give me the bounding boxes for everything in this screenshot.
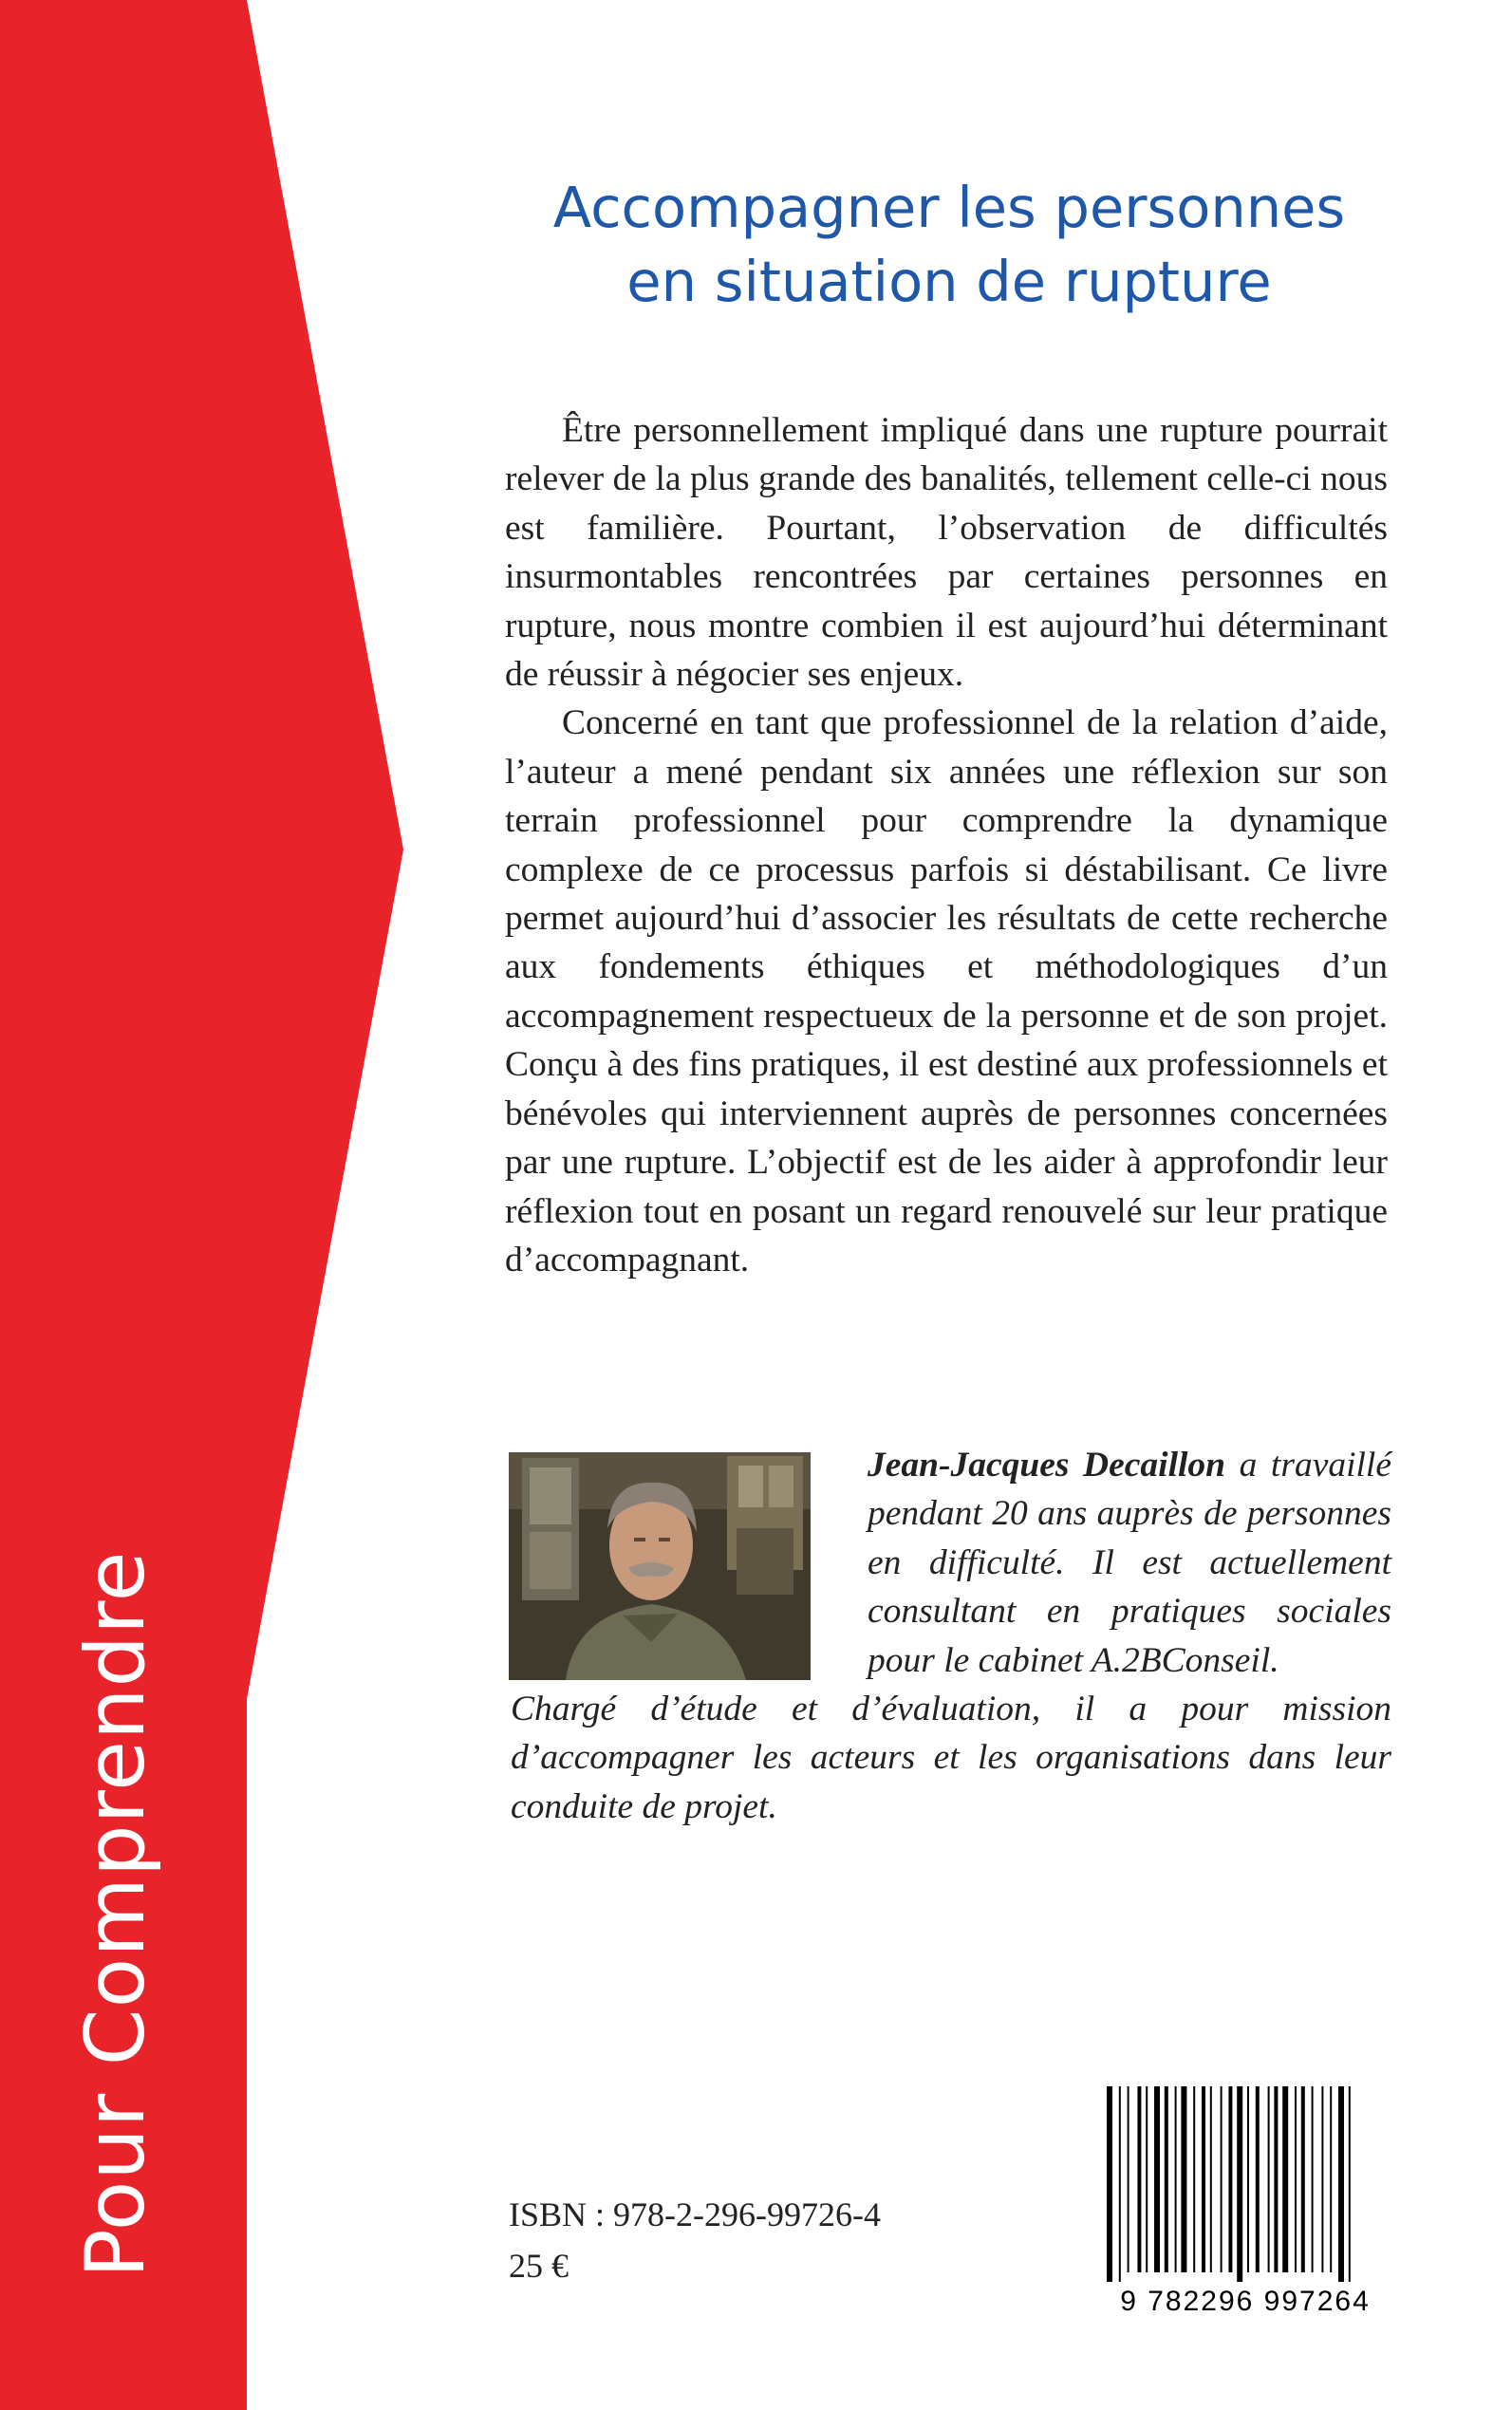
- barcode-bar: [1154, 2086, 1160, 2272]
- barcode-bar: [1181, 2086, 1186, 2272]
- barcode-bar: [1268, 2086, 1270, 2272]
- book-blurb: [505, 406, 1388, 1284]
- barcode-bar: [1274, 2086, 1278, 2272]
- barcode-bar: [1312, 2086, 1314, 2272]
- barcode-bar: [1175, 2086, 1177, 2272]
- barcode-bar: [1193, 2086, 1195, 2272]
- barcode-bar: [1119, 2086, 1121, 2282]
- barcode: [1082, 2079, 1395, 2318]
- barcode-bar: [1146, 2086, 1148, 2272]
- barcode-bar: [1321, 2086, 1323, 2272]
- barcode-bar: [1237, 2086, 1242, 2282]
- book-title-line-2: en situation de rupture: [626, 249, 1272, 314]
- book-title: [494, 171, 1405, 319]
- barcode-bar: [1107, 2086, 1112, 2282]
- author-mission-text: Chargé d’étude et d’évaluation, il a pour mission d’accompagner les acteurs et les organisations dans leur conduite de projet.: [511, 1690, 1391, 1826]
- barcode-bar: [1137, 2086, 1141, 2272]
- barcode-bar: [1338, 2086, 1344, 2282]
- blurb-paragraph-2: Concerné en tant que professionnel de la relation d’aide, l’auteur a mené pendant six années une réflexion sur son terrain professionnel pour comprendre la dynamique complexe de ce processus parfois si déstabilisant. Ce livre permet aujourd’hui d’associer les résultats de cette recherche aux fondements éthiques et méthodologiques d’un accompagnement respectueux de la personne et de son projet. Conçu à des fins pratiques, il est destiné aux professionnels et bénévoles qui interviennent auprès de personnes concernées par une rupture. L’objectif est de les aider à approfondir leur réflexion tout en posant un regard renouvelé sur leur pratique d’accompagnant.: [505, 703, 1388, 1280]
- book-title-line-1: Accompagner les personnes: [552, 175, 1346, 240]
- author-name: Jean-Jacques Decaillon: [868, 1446, 1226, 1485]
- blurb-paragraph-1: Être personnellement impliqué dans une rupture pourrait relever de la plus grande des banalités, tellement celle-ci nous est familière. Pourtant, l’observation de difficultés insurmontables rencontrées par certaines personnes en rupture, nous montre combien il est aujourd’hui déterminant de réussir à négocier ses enjeux.: [505, 411, 1388, 695]
- barcode-bar: [1349, 2086, 1351, 2282]
- barcode-bar: [1128, 2086, 1129, 2272]
- author-bio-text: a travaillé pendant 20 ans auprès de personnes en difficulté. Il est actuellement consultant en pratiques sociales pour le cabinet A.2BConseil.: [868, 1446, 1391, 1680]
- series-label: Pour Comprendre: [68, 1550, 163, 2278]
- barcode-bar: [1210, 2086, 1212, 2272]
- barcode-bar: [1330, 2086, 1332, 2272]
- barcode-bar: [1282, 2086, 1288, 2272]
- barcode-bar: [1295, 2086, 1297, 2272]
- isbn: ISBN : 978-2-296-99726-4: [509, 2195, 881, 2233]
- barcode-bar: [1221, 2086, 1223, 2272]
- author-photo: [509, 1452, 811, 1680]
- barcode-bar: [1165, 2086, 1168, 2272]
- price: 25 €: [509, 2247, 569, 2285]
- barcode-bar: [1301, 2086, 1305, 2272]
- barcode-bar: [1247, 2086, 1249, 2272]
- barcode-digits: 9 782296 997264: [1120, 2286, 1371, 2317]
- barcode-bar: [1256, 2086, 1260, 2272]
- barcode-bar: [1228, 2086, 1232, 2272]
- red-side-band: [0, 0, 408, 2410]
- barcode-bar: [1202, 2086, 1205, 2272]
